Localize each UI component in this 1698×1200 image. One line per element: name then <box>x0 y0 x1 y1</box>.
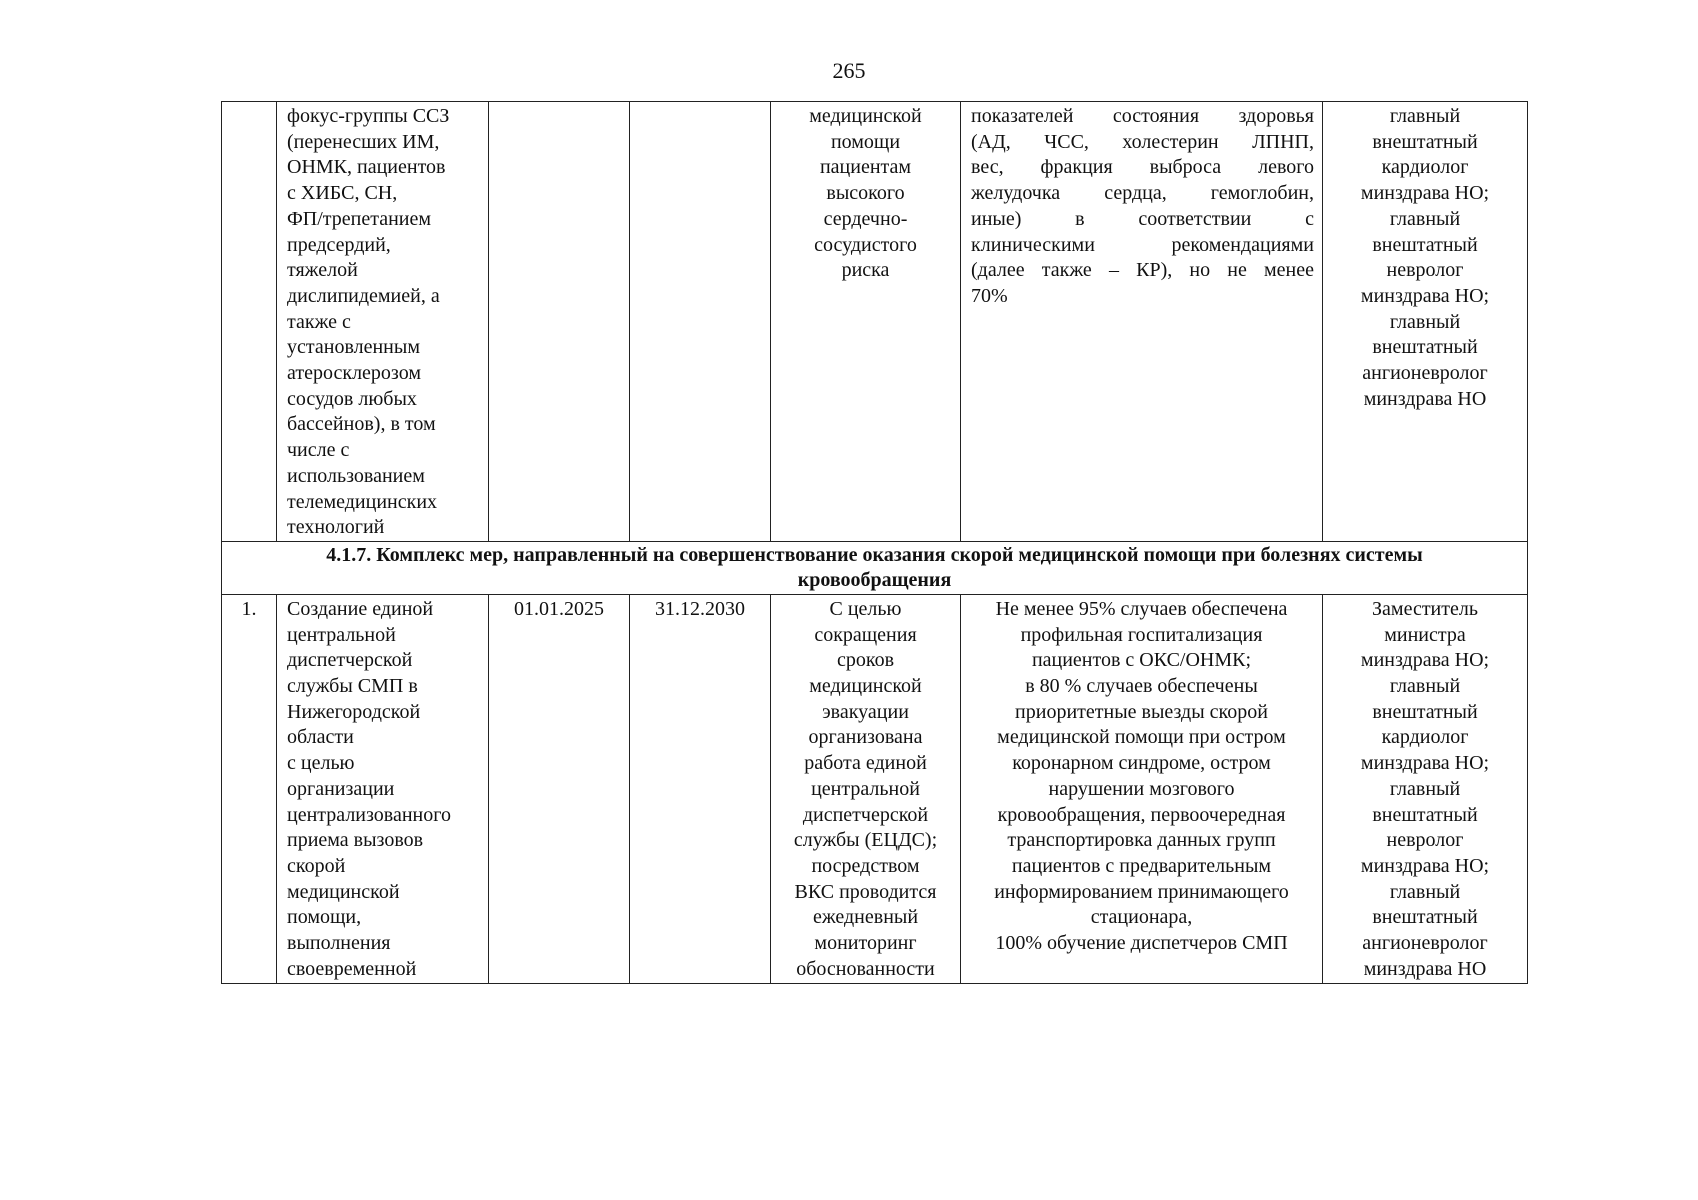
cell-result <box>771 594 961 983</box>
cell-line: службы СМП в <box>287 675 418 698</box>
cell-line: работа единой <box>804 752 927 775</box>
cell-number: 1. <box>222 594 277 983</box>
cell-line: министра <box>1384 623 1466 646</box>
table-row-continued <box>222 102 1528 542</box>
section-heading-row <box>222 541 1528 594</box>
cell-line: 100% обучение диспетчеров СМП <box>995 932 1288 955</box>
cell-line: приоритетные выезды скорой <box>1015 700 1268 723</box>
cell-line: помощи <box>830 130 901 153</box>
cell-line: минздрава НО <box>1363 387 1487 410</box>
cell-line: центральной <box>287 623 396 646</box>
cell-line: главный <box>1389 310 1461 333</box>
cell-line: кровообращения, первоочередная <box>997 803 1286 826</box>
cell-line: обоснованности <box>796 957 935 980</box>
cell-line: Нижегородской <box>287 700 421 723</box>
cell-line: атеросклерозом <box>287 362 421 385</box>
cell-line: внештатный <box>1372 130 1478 153</box>
cell-line: невролог <box>1386 259 1464 282</box>
cell-line: минздрава НО; <box>1360 854 1490 877</box>
cell-line: ежедневный <box>812 906 919 929</box>
cell-line: внештатный <box>1372 336 1478 359</box>
cell-line: минздрава НО; <box>1360 649 1490 672</box>
cell-line: информированием принимающего <box>994 880 1289 903</box>
cell-line: фокус-группы ССЗ <box>287 105 450 127</box>
cell-line: сокращения <box>814 623 917 646</box>
cell-line: области <box>287 726 354 749</box>
measures-table <box>221 101 1528 984</box>
cell-line: Создание единой <box>287 597 434 620</box>
cell-line: с ХИБС, СН, <box>287 182 398 205</box>
cell-line: диспетчерской <box>287 649 413 672</box>
section-title: 4.1.7. Комплекс мер, направленный на совершенствование оказания скорой медицинской помощи при болезнях системы кровообращения <box>222 541 1528 594</box>
cell-line: пациентов с предварительным <box>1011 854 1272 877</box>
cell-line: бассейнов), в том <box>287 413 436 436</box>
cell-line: коронарном синдроме, остром <box>1012 752 1271 775</box>
cell-line: невролог <box>1386 829 1464 852</box>
cell-line: в 80 % случаев обеспечены <box>1025 675 1258 698</box>
cell-activity <box>277 594 489 983</box>
cell-line: службы (ЕЦДС); <box>793 829 938 852</box>
cell-line: 70% <box>971 284 1008 307</box>
cell-line: иные) в соответствии с <box>971 207 1314 230</box>
cell-line: центральной <box>811 777 920 800</box>
cell-line: выполнения <box>287 932 391 955</box>
cell-number <box>222 102 277 542</box>
cell-line: сосудов любых <box>287 387 417 410</box>
cell-line: вес, фракция выброса левого <box>971 156 1314 179</box>
cell-line: ангионевролог <box>1362 362 1488 385</box>
cell-line: стационара, <box>1090 906 1193 929</box>
cell-line: минздрава НО; <box>1360 752 1490 775</box>
cell-line: эвакуации <box>822 700 909 723</box>
cell-line: медицинской <box>809 105 922 127</box>
cell-line: риска <box>841 259 890 282</box>
cell-line: централизованного <box>287 803 451 826</box>
cell-line: использованием <box>287 464 425 487</box>
cell-responsible <box>1323 102 1528 542</box>
cell-line: сроков <box>836 649 895 672</box>
cell-line: кардиолог <box>1381 156 1469 179</box>
cell-line: главный <box>1389 880 1461 903</box>
cell-line: приема вызовов <box>287 829 424 852</box>
cell-line: числе с <box>287 439 350 462</box>
cell-line: телемедицинских <box>287 490 438 513</box>
cell-line: желудочка сердца, гемоглобин, <box>971 182 1314 205</box>
cell-line: минздрава НО; <box>1360 284 1490 307</box>
cell-line: медицинской <box>287 880 400 903</box>
cell-line: профильная госпитализация <box>1020 623 1263 646</box>
cell-line: медицинской <box>809 675 922 698</box>
cell-line: минздрава НО; <box>1360 182 1490 205</box>
cell-line: установленным <box>287 336 420 359</box>
cell-line: сердечно- <box>823 207 908 230</box>
cell-line: (АД, ЧСС, холестерин ЛПНП, <box>971 130 1314 153</box>
cell-line: дислипидемией, а <box>287 284 440 307</box>
cell-line: ангионевролог <box>1362 932 1488 955</box>
cell-line: помощи, <box>287 906 362 929</box>
cell-line: предсердий, <box>287 233 391 256</box>
cell-line: посредством <box>811 854 920 877</box>
cell-line: пациентов с ОКС/ОНМК; <box>1031 649 1252 672</box>
cell-line: организована <box>808 726 923 749</box>
cell-activity <box>277 102 489 542</box>
cell-line: минздрава НО <box>1363 957 1487 980</box>
cell-line: (перенесших ИМ, <box>287 130 440 153</box>
cell-line: главный <box>1389 105 1461 127</box>
cell-line: ВКС проводится <box>794 880 937 903</box>
cell-end-date <box>630 102 771 542</box>
cell-line: главный <box>1389 777 1461 800</box>
cell-line: своевременной <box>287 957 417 980</box>
cell-end-date: 31.12.2030 <box>630 594 771 983</box>
cell-line: ФП/трепетанием <box>287 207 432 230</box>
cell-start-date <box>489 102 630 542</box>
cell-line: главный <box>1389 207 1461 230</box>
cell-line: внештатный <box>1372 233 1478 256</box>
cell-line: клиническими рекомендациями <box>971 233 1314 256</box>
cell-line: кардиолог <box>1381 726 1469 749</box>
cell-line: высокого <box>826 182 905 205</box>
cell-line: медицинской помощи при остром <box>997 726 1286 749</box>
cell-line: тяжелой <box>287 259 358 282</box>
cell-line: мониторинг <box>814 932 917 955</box>
cell-line: внештатный <box>1372 700 1478 723</box>
cell-responsible <box>1323 594 1528 983</box>
cell-line: внештатный <box>1372 906 1478 929</box>
cell-line: показателей состояния здоровья <box>971 105 1314 127</box>
cell-line: с целью <box>287 752 355 775</box>
cell-line: скорой <box>287 854 346 877</box>
cell-line: организации <box>287 777 395 800</box>
cell-line: внештатный <box>1372 803 1478 826</box>
page-number: 265 <box>832 58 866 83</box>
table-row <box>222 594 1528 983</box>
cell-line: технологий <box>287 516 385 539</box>
cell-line: диспетчерской <box>802 803 929 826</box>
cell-line: транспортировка данных групп <box>1007 829 1276 852</box>
cell-line: также с <box>287 310 351 333</box>
cell-line: пациентам <box>819 156 912 179</box>
cell-line: ОНМК, пациентов <box>287 156 446 179</box>
cell-line: нарушении мозгового <box>1048 777 1235 800</box>
cell-indicator <box>961 102 1323 542</box>
cell-start-date: 01.01.2025 <box>489 594 630 983</box>
cell-line: Не менее 95% случаев обеспечена <box>995 597 1288 620</box>
cell-line: С целью <box>829 597 902 620</box>
cell-indicator <box>961 594 1323 983</box>
cell-result <box>771 102 961 542</box>
cell-line: (далее также – КР), но не менее <box>971 259 1314 282</box>
cell-line: сосудистого <box>814 233 917 256</box>
cell-line: Заместитель <box>1372 597 1478 620</box>
cell-line: главный <box>1389 675 1461 698</box>
